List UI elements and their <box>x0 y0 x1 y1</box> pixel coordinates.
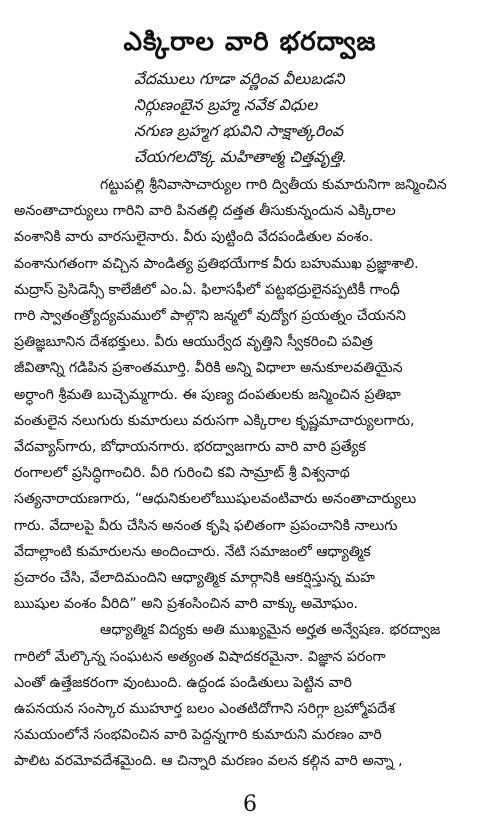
text-line: ప్రతిజ్ఞబూనిన దేశభక్తులు. వీరు ఆయుర్వేద వృత్తిని స్వీకరించి పవిత్ర <box>14 334 373 351</box>
verse-line: చేయగలదొక్క మహితాత్మ చిత్తవృత్తి. <box>134 148 347 166</box>
text-line: సత్యనారాయణగారు, “ఆధునికులలోఋషులవంటివారు అనంతాచార్యులు <box>14 491 417 508</box>
text-line: గారిలో మేల్కొన్న సంఘటన అత్యంత విషాదకరమైనా. విజ్ఞాన పరంగా <box>14 648 386 665</box>
verse-line: నిర్గుణంబైన బ్రహ్మ నవేక విధుల <box>134 96 318 114</box>
text-line: ఉపనయన సంస్కార ముహూర్త బలం ఎంతటిదోగాని సరిగ్గా బ్రహ్మోపదేశ <box>14 701 396 718</box>
text-line: రంగాలలో ప్రసిద్ధిగాంచిరి. వీరి గురించి కవి సామ్రాట్ శ్రీ విశ్వనాథ <box>14 465 350 482</box>
paragraph-1 <box>14 172 486 617</box>
text-line: గారి స్వాతంత్ర్యోద్యమములో పాల్గొని జన్మలో వుద్యోగ ప్రయత్నం చేయనని <box>14 308 406 325</box>
verse-line: నగుణ బ్రహ్మగ భువిని సాక్షాత్కరింవ <box>134 122 344 140</box>
text-line: ఆధ్యాత్మిక విద్యకు అతి ముఖ్యమైన అర్హత అన్వేషణ. భరద్వాజ <box>100 622 441 639</box>
text-line: వంశానికి వారు వారసులైనారు. వీరు పుట్టింది వేదపండితుల వంశం. <box>14 229 374 246</box>
text-line: మద్రాస్ ప్రెసిడెన్సీ కాలేజీలో ఎం.ఏ. ఫిలాసఫీలో పట్టభద్రులైనప్పటికీ గాంధీ <box>14 281 400 298</box>
text-line: వేదాల్లాంటి కుమారులను అందించారు. నేటి సమాజంలో ఆధ్యాత్మిక <box>14 543 371 560</box>
text-line: వేదవ్యాస్‌గారు, బోధాయనగారు. భరద్వాజగారు వారి వారి ప్రత్యేక <box>14 439 366 456</box>
text-line: జీవితాన్ని గడిపిన ప్రశాంతమూర్తి. వీరికి అన్ని విధాలా అనుకూలవతియైన <box>14 360 403 377</box>
text-line: ఎంతో ఉత్తేజకరంగా వుంటుంది. ఉద్దండ పండితులు పెట్టిన వారి <box>14 674 352 691</box>
text-line: పాలిట వరమోవదేశమైంది. ఆ చిన్నారి మరణం వలన కల్గిన వారి అన్నా , <box>14 753 403 770</box>
text-line: గారు. వేదాలపై వీరు చేసిన అనంత కృషి ఫలితంగా ప్రపంచానికి నాలుగు <box>14 517 398 534</box>
chapter-title: ఎక్కిరాల వారి భరద్వాజ <box>123 27 377 57</box>
text-line: వంతులైన నలుగురు కుమారులు వరుసగా ఎక్కిరాల కృష్ణమాచార్యులగారు, <box>14 412 415 429</box>
text-line: ప్రచారం చేసి, వేలాదిమందిని ఆధ్యాత్మిక మార్గానికి ఆకర్షిస్తున్న మహ <box>14 570 375 587</box>
text-line: అనంతాచార్యులు గారిని వారి పినతల్లి దత్తత తీసుకున్నందున ఎక్కిరాల <box>14 203 396 220</box>
verse-line: వేదములు గూడా వర్ణింవ వీలుబడని <box>134 70 345 88</box>
page-number: 6 <box>243 792 257 817</box>
text-line: సమయంలోనే సంభవించిన వారి పెద్దన్నగారి కుమారుని మరణం వారి <box>14 727 382 744</box>
text-line: వంశానుగతంగా వచ్చిన పాండిత్య ప్రతిభయేగాక వీరు బహుముఖ ప్రజ్ఞాశాలి. <box>14 255 419 272</box>
verse-block <box>14 66 486 170</box>
text-line: ఋషుల వంశం వీరిది” అని ప్రశంసించిన వారి వాక్కు అమోఘం. <box>14 596 359 613</box>
text-line: అర్ధాంగి శ్రీమతి బుచ్చెమ్మగారు. ఈ పుణ్య దంపతులకు జన్మించిన ప్రతిభా <box>14 386 401 403</box>
paragraph-2 <box>14 617 486 774</box>
text-line: గట్టుపల్లి శ్రీనివాసాచార్యుల గారి ద్వితీయ కుమారునిగా జన్మించిన <box>100 177 447 193</box>
